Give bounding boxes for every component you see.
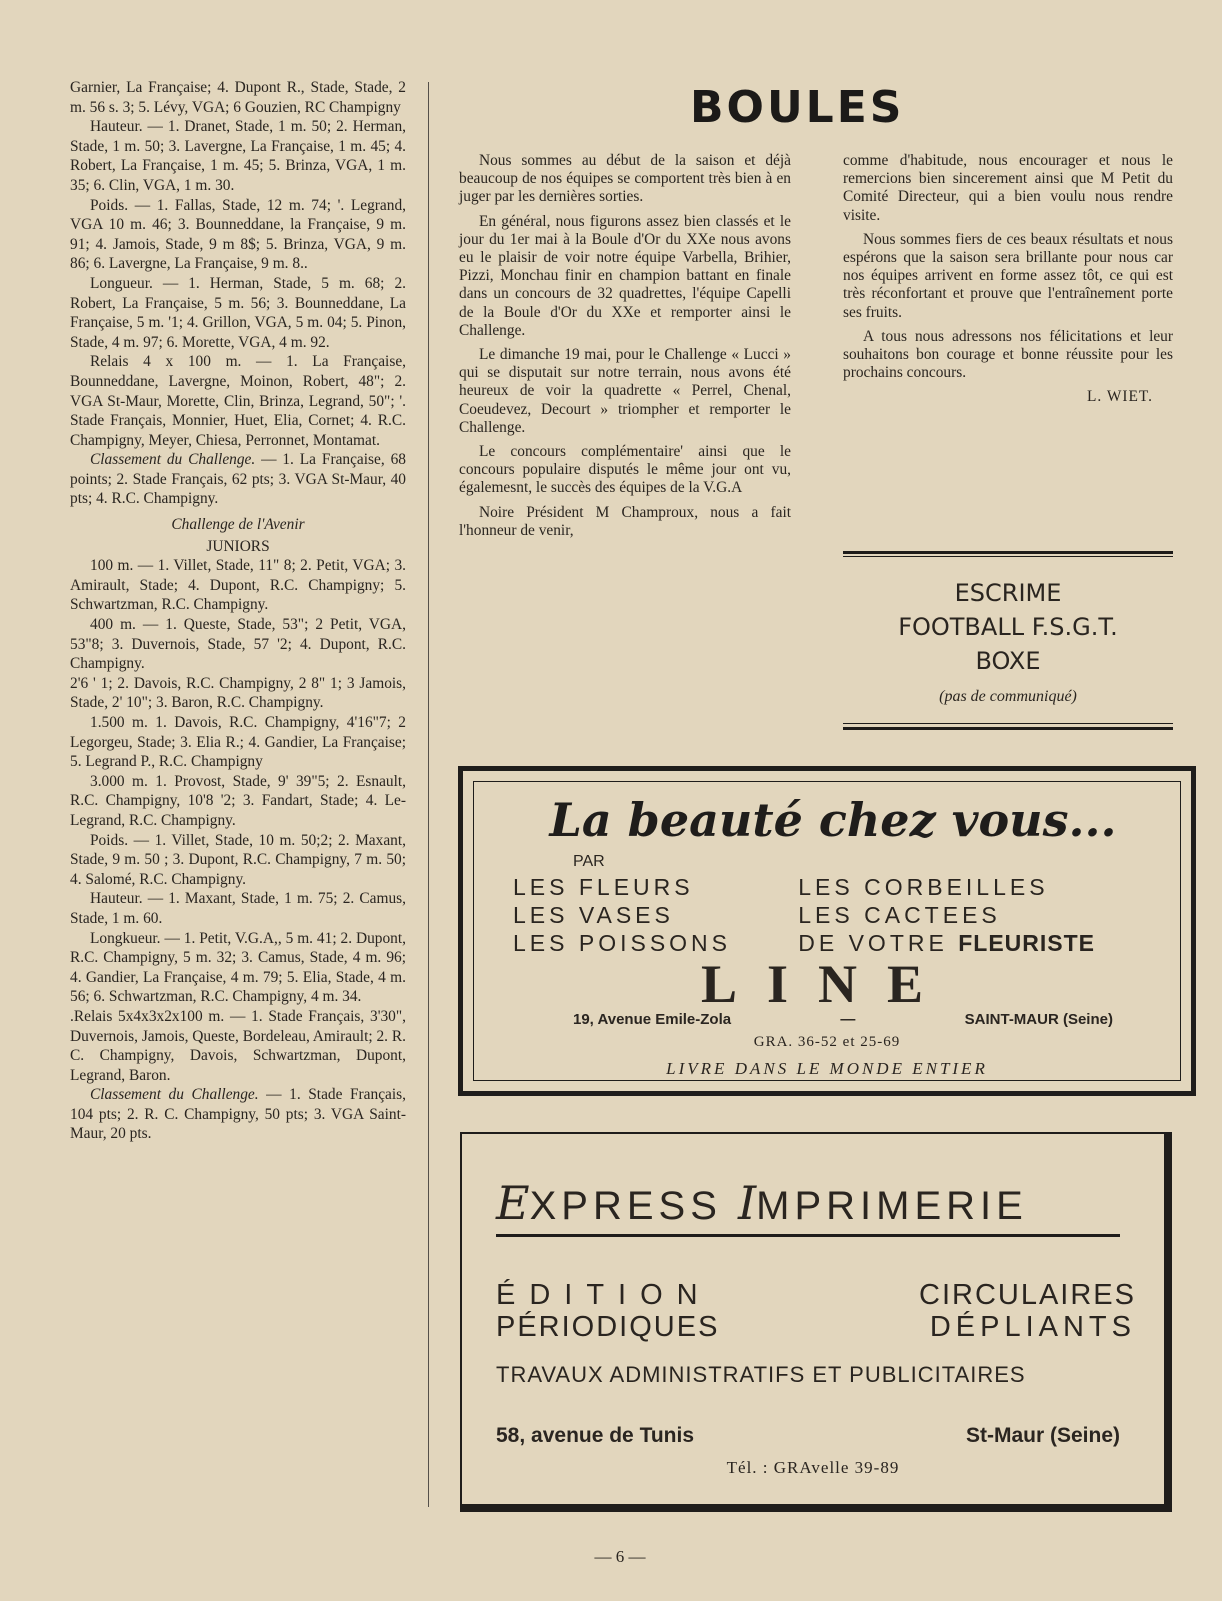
results-paragraph: Longueur. — 1. Herman, Stade, 5 m. 68; 2. Robert, La Française, 5 m. 56; 3. Bounneddane, La Française, 5 m. '1; 4. Grillon, VGA, 5 m. 04; 5. Pinon, Stade, 4 m. 97; 6. Morette, VGA, 4 m. 92. <box>70 274 406 351</box>
classement-label: Classement du Challenge. <box>90 1086 259 1104</box>
ad-item: LES POISSONS <box>513 930 732 956</box>
page-number: — 6 — <box>594 1547 646 1566</box>
boules-paragraph: Nous sommes au début de la saison et déjà beaucoup de nos équipes se comportent très bien à en juger par les dernières sorties. <box>459 152 791 206</box>
sport-line-football: FOOTBALL F.S.G.T. <box>898 613 1118 641</box>
ad-items-grid <box>513 873 1113 957</box>
results-paragraph: Garnier, La Française; 4. Dupont R., Stade, Stade, 2 m. 56 s. 3; 5. Lévy, VGA; 6 Gouzien, RC Champigny <box>70 79 406 116</box>
athletics-results-column <box>70 78 406 1144</box>
imprimerie-address: 58, avenue de Tunis <box>496 1424 695 1447</box>
title-underline <box>496 1234 1120 1237</box>
divider-rule <box>843 727 1173 730</box>
column-divider <box>428 82 429 1507</box>
shop-tagline: LIVRE DANS LE MONDE ENTIER <box>666 1059 988 1078</box>
classement-label: Classement du Challenge. <box>90 451 256 469</box>
results-paragraph: Longkueur. — 1. Petit, V.G.A,, 5 m. 41; 2. Dupont, R.C. Champigny, 5 m. 32; 3. Camus, Stade, 4 m. 96; 4. Gandier, La Française, 4 m. 79; 5. Elia, Stade, 4 m. 56; 6. Schwartzman, R.C. Champigny, 4 m. 34. <box>70 929 406 1006</box>
imprimerie-advertisement <box>460 1132 1172 1512</box>
divider-rule <box>843 551 1173 554</box>
title-initial-e: E <box>496 1176 530 1230</box>
classement-text: — 1. La Française, 68 points; 2. Stade Français, 62 pts; 3. VGA St-Maur, 40 pts; 4. R.C. Champigny. <box>70 451 406 508</box>
results-paragraph: 1.500 m. 1. Davois, R.C. Champigny, 4'16"7; 2 Legorgeu, Stade; 3. Elia R.; 4. Gandier, La Française; 5. Legrand P., R.C. Champigny <box>70 714 406 771</box>
results-paragraph: 100 m. — 1. Villet, Stade, 11" 8; 2. Petit, VGA; 3. Amirault, Stade; 4. Dupont, R.C. Champigny; 5. Schwartzman, R.C. Champigny. <box>70 557 406 614</box>
boules-paragraph: Nous sommes fiers de ces beaux résultats et nous espérons que la saison sera brillante pour nous car nos équipes arrivent en forme assez tôt, ce qui est très réconfortant et prouve que l'entraînement porte ses fruits. <box>843 230 1173 321</box>
address-dash: — <box>840 1011 856 1028</box>
ad-item: LES CACTEES <box>798 902 1001 928</box>
boules-paragraph: comme d'habitude, nous encourager et nous le remercions bien sincerement ainsi que M Petit du Comité Directeur, qui a bien voulu nous rendre visite. <box>843 152 1173 224</box>
boules-paragraph: Le dimanche 19 mai, pour le Challenge « Lucci » qui se disputait sur notre terrain, nous avons été heureux de voir la quadrette « Perrel, Chenal, Coeudevez, Decourt » triompher et remporter le Challenge. <box>459 346 791 436</box>
classement-paragraph <box>70 450 406 509</box>
results-paragraph: Relais 4 x 100 m. — 1. La Française, Bounneddane, Lavergne, Moinon, Robert, 48"; 2. VGA St-Maur, Morette, Clin, Brinza, Legrand, 50"; '. Stade Français, Monnier, Huet, Elia, Cornet; 4. R.C. Champigny, Meyer, Chiesa, Perronnet, Montamat. <box>70 353 406 449</box>
services-grid <box>496 1279 1136 1343</box>
service-item: DÉPLIANTS <box>929 1311 1136 1343</box>
juniors-title: JUNIORS <box>206 537 270 555</box>
title-part: XPRESS <box>529 1184 738 1228</box>
imprimerie-address-line <box>496 1424 1120 1448</box>
results-paragraph: Poids. — 1. Fallas, Stade, 12 m. 74; '. Legrand, VGA 10 m. 46; 3. Bounneddane, la Française, 9 m. 91; 4. Jamois, Stade, 9 m 8$; 5. Brinza, VGA, 9 m. 86; 6. Lavergne, La Française, 9 m. 8.. <box>70 196 406 273</box>
service-item: ÉDITION <box>496 1279 712 1311</box>
results-paragraph: 2'6 ' 1; 2. Davois, R.C. Champigny, 2 8" 1; 3 Jamois, Stade, 2' 10"; 3. Baron, R.C. Champigny. <box>70 674 406 712</box>
ad-item: LES CORBEILLES <box>798 874 1049 900</box>
divider-rule <box>843 723 1173 724</box>
results-paragraph: Hauteur. — 1. Maxant, Stade, 1 m. 75; 2. Camus, Stade, 1 m. 60. <box>70 890 406 927</box>
shop-phone: GRA. 36-52 et 25-69 <box>753 1034 901 1050</box>
shop-name: LINE <box>700 954 954 1014</box>
shop-address-line <box>573 1011 1113 1028</box>
service-item: PÉRIODIQUES <box>496 1311 720 1343</box>
classement-text: — 1. Stade Français, 104 pts; 2. R. C. Champigny, 50 pts; 3. VGA Saint-Maur, 20 pts. <box>70 1086 406 1143</box>
ad-item: DE VOTRE <box>798 930 948 956</box>
boules-column-left <box>459 152 791 546</box>
boules-paragraph: Le concours complémentaire' ainsi que le concours populaire disputés le même jour ont vu, égalemesnt, le succès des équipes de la V.G.A <box>459 443 791 497</box>
divider-rule <box>843 556 1173 557</box>
title-initial-i: I <box>738 1176 757 1230</box>
imprimerie-phone: Tél. : GRAvelle 39-89 <box>726 1458 900 1477</box>
boules-paragraph: En général, nous figurons assez bien classés et le jour du 1er mai à la Boule d'Or du XXe nous avons eu le plaisir de voir notre équipe Varbella, Brihier, Pizzi, Monchau finir en champion battant en finale dans un concours de 32 quadrettes, l'équipe Capelli de la Boule d'Or du XXe et remporter ainsi le Challenge. <box>459 212 791 339</box>
results-paragraph: Hauteur. — 1. Dranet, Stade, 1 m. 50; 2. Herman, Stade, 1 m. 50; 3. Lavergne, La Française, 1 m. 45; 4. Robert, La Française, 1 m. 45; 5. Brinza, VGA, 1 m. 35; 6. Clin, VGA, 1 m. 30. <box>70 118 406 194</box>
imprimerie-title <box>496 1176 1136 1230</box>
ad-item: LES FLEURS <box>513 874 694 900</box>
sports-notice-box <box>843 576 1173 708</box>
imprimerie-city: St-Maur (Seine) <box>965 1424 1120 1447</box>
fleuriste-word: FLEURISTE <box>958 930 1095 956</box>
sport-line-boxe: BOXE <box>975 647 1041 675</box>
classement-paragraph <box>70 1085 406 1144</box>
no-communique-note: (pas de communiqué) <box>939 688 1077 705</box>
boules-paragraph: A tous nous adressons nos félicitations et leur souhaitons bon courage et bonne réussite pour les prochains concours. <box>843 327 1173 382</box>
shop-city: SAINT-MAUR (Seine) <box>964 1011 1113 1028</box>
fleuriste-advertisement <box>458 766 1196 1096</box>
ad-headline: La beauté chez vous... <box>549 793 1117 847</box>
title-part: MPRIMERIE <box>756 1184 1028 1228</box>
shop-address: 19, Avenue Emile-Zola <box>573 1011 732 1028</box>
avenir-title: Challenge de l'Avenir <box>171 516 305 534</box>
boules-column-right <box>843 152 1173 413</box>
results-paragraph: .Relais 5x4x3x2x100 m. — 1. Stade Français, 3'30", Duvernois, Jamois, Queste, Bordeleau, Amirault; 2. R. C. Champigny, Davois, Schwartzman, Dupont, Legrand, Baron. <box>70 1007 406 1084</box>
ad-item: LES VASES <box>513 902 674 928</box>
sport-line-escrime: ESCRIME <box>954 579 1062 607</box>
results-paragraph: 3.000 m. 1. Provost, Stade, 9' 39"5; 2. Esnault, R.C. Champigny, 10'8 '2; 3. Fandart, Stade; 4. Le-Legrand, R.C. Champigny. <box>70 772 406 829</box>
boules-heading: BOULES <box>690 82 905 133</box>
results-paragraph: 400 m. — 1. Queste, Stade, 53"; 2 Petit, VGA, 53"8; 3. Duvernois, Stade, 57 '2; 4. Dupont, R.C. Champigny. <box>70 616 406 673</box>
travaux-line: TRAVAUX ADMINISTRATIFS ET PUBLICITAIRES <box>496 1362 1026 1387</box>
ad-par: PAR <box>573 853 605 870</box>
results-paragraph: Poids. — 1. Villet, Stade, 10 m. 50;2; 2. Maxant, Stade, 9 m. 50 ; 3. Dupont, R.C. Champigny, 7 m. 50; 4. Salomé, R.C. Champigny. <box>70 831 406 888</box>
boules-paragraph: Noire Président M Champroux, nous a fait l'honneur de venir, <box>459 503 791 539</box>
signature: L. WIET. <box>1087 388 1153 406</box>
service-item: CIRCULAIRES <box>919 1279 1136 1311</box>
